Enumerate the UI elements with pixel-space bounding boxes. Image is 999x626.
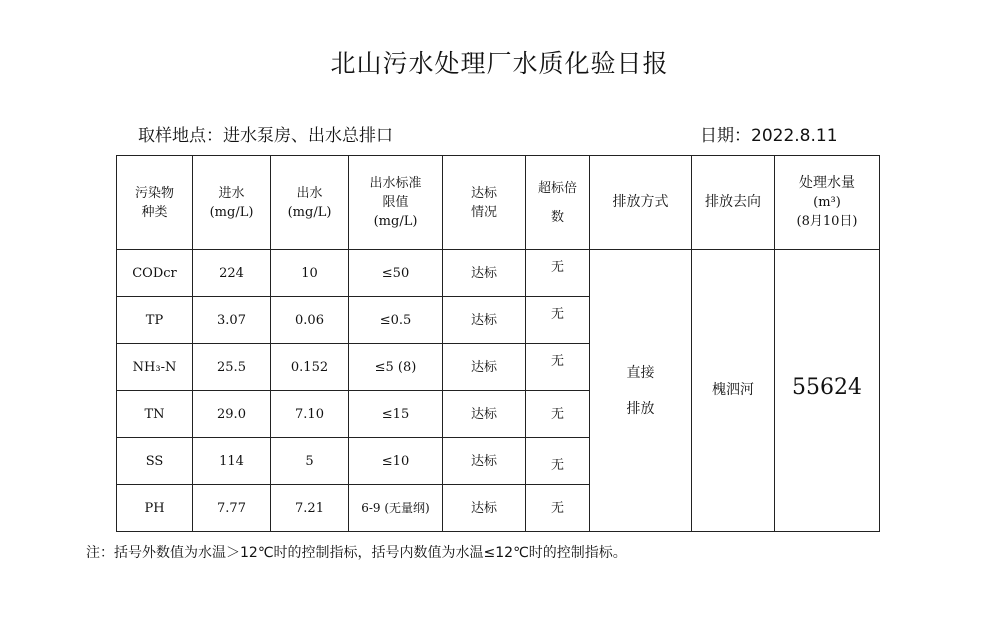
header-status: 达标 情况 [443, 156, 526, 250]
cell-status: 达标 [443, 485, 526, 532]
cell-inflow: 29.0 [193, 391, 271, 438]
header-inflow: 进水 (mg/L) [193, 156, 271, 250]
cell-status: 达标 [443, 391, 526, 438]
cell-inflow: 224 [193, 250, 271, 297]
header-direction: 排放去向 [692, 156, 775, 250]
cell-limit: ≤5 (8) [349, 344, 443, 391]
discharge-method: 直接 排放 [590, 250, 692, 532]
cell-status: 达标 [443, 250, 526, 297]
cell-limit: ≤50 [349, 250, 443, 297]
cell-inflow: 3.07 [193, 297, 271, 344]
report-title: 北山污水处理厂水质化验日报 [330, 49, 669, 78]
footnote: 注：括号外数值为水温＞12℃时的控制指标，括号内数值为水温≤12℃时的控制指标。 [86, 545, 627, 561]
table-row [117, 250, 880, 297]
cell-status: 达标 [443, 344, 526, 391]
cell-pollutant: PH [117, 485, 193, 532]
cell-outflow: 10 [271, 250, 349, 297]
cell-inflow: 25.5 [193, 344, 271, 391]
header-limit: 出水标准 限值 (mg/L) [349, 156, 443, 250]
header-row [117, 156, 880, 250]
cell-exceed: 无 [526, 438, 590, 485]
cell-exceed: 无 [526, 250, 590, 297]
cell-inflow: 7.77 [193, 485, 271, 532]
cell-status: 达标 [443, 297, 526, 344]
header-exceed: 超标倍 数 [526, 156, 590, 250]
cell-outflow: 7.10 [271, 391, 349, 438]
treated-volume: 55624 [775, 250, 880, 532]
cell-outflow: 7.21 [271, 485, 349, 532]
cell-pollutant: TP [117, 297, 193, 344]
cell-exceed: 无 [526, 485, 590, 532]
cell-pollutant: TN [117, 391, 193, 438]
cell-limit: 6-9 (无量纲) [349, 485, 443, 532]
cell-pollutant: SS [117, 438, 193, 485]
cell-limit: ≤10 [349, 438, 443, 485]
cell-limit: ≤15 [349, 391, 443, 438]
cell-limit: ≤0.5 [349, 297, 443, 344]
discharge-direction: 槐泗河 [692, 250, 775, 532]
cell-outflow: 5 [271, 438, 349, 485]
header-pollutant: 污染物 种类 [117, 156, 193, 250]
cell-outflow: 0.06 [271, 297, 349, 344]
header-outflow: 出水 (mg/L) [271, 156, 349, 250]
report-date: 日期：2022.8.11 [700, 126, 838, 146]
sampling-location: 取样地点：进水泵房、出水总排口 [138, 126, 393, 146]
cell-status: 达标 [443, 438, 526, 485]
cell-pollutant: NH₃-N [117, 344, 193, 391]
water-quality-table [116, 155, 880, 532]
cell-inflow: 114 [193, 438, 271, 485]
header-method: 排放方式 [590, 156, 692, 250]
cell-exceed: 无 [526, 297, 590, 344]
header-volume: 处理水量 (m³) (8月10日) [775, 156, 880, 250]
cell-exceed: 无 [526, 391, 590, 438]
cell-pollutant: CODcr [117, 250, 193, 297]
cell-exceed: 无 [526, 344, 590, 391]
cell-outflow: 0.152 [271, 344, 349, 391]
